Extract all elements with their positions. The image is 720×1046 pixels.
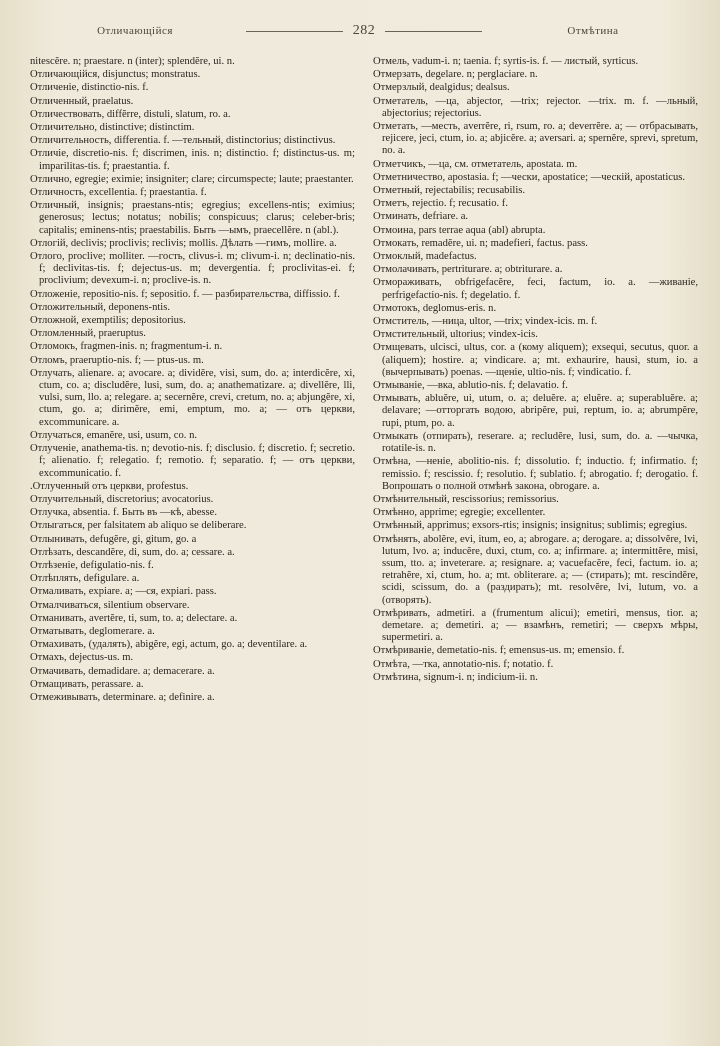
dictionary-entry: Отличность, excellentia. f; praestantia. f. [30,187,207,199]
dictionary-entry: Отмѣнный, apprimus; exsors-rtis; insignis; insignitus; sublimis; egregius. [373,520,688,532]
dictionary-entry: Отмахивать, (удалять), abigĕre, egi, actum, go. a; deventilare. a. [30,639,308,651]
dictionary-entry: Отмоина, pars terrae aqua (abl) abrupta. [373,224,546,236]
dictionary-entry: Отмоклый, madefactus. [373,251,477,263]
dictionary-entry: Отмѣривать, admetiri. a (frumentum alicui); emetiri, mensus, tior. a; demetare. a; demetiri. a; — взамѣнъ, remetiri; — сверхъ мѣры, supermetiri. a. [373,607,698,644]
dictionary-entry: Отмачивать, demadidare. a; demacerare. a. [30,665,215,677]
dictionary-entry: Отличеніе, distinctio-nis. f. [30,82,149,94]
right-column [373,56,698,1016]
dictionary-entry: Отмыкать (отпирать), reserare. a; recludĕre, lusi, sum, do. a. —чычка, rotatile-is. n. [373,430,698,455]
dictionary-entry: Отлѣплять, defigulare. a. [30,573,140,585]
dictionary-entry: .Отлученный отъ церкви, profestus. [30,480,189,492]
dictionary-entry: Отломленный, praeruptus. [30,328,146,340]
dictionary-entry: Отложеніе, repositio-nis. f; sepositio. f. — разбирательства, diffissio. f. [30,288,340,300]
dictionary-entry: Отличный, insignis; praestans-ntis; egregius; excellens-ntis; eximius; generosus; lectus; notatus; nobilis; conspicuus; clarus; celeber-bris; capitalis; eminens-ntis; praestabilis. Быть —ымъ, praecellĕre. n (abl.). [30,200,355,236]
dictionary-entry: Отмокать, remadĕre, ui. n; madefieri, factus. pass. [373,237,588,249]
dictionary-entry: nitescĕre. n; praestare. n (inter); splendĕre, ui. n. [30,56,235,67]
header-right-guide-word: Отмѣтина [567,25,619,37]
dictionary-entry: Отмалчиваться, silentium observare. [30,599,190,611]
page-header [30,22,698,40]
dictionary-entry: Отмывать, abluĕre, ui, utum, o. a; deluĕre. a; eluĕre. a; superabluĕre. a; delavare; —отторгать водою, abripĕre, pui, reptum, io. a; abrumpĕre, rupi, ptum, po. a. [373,393,698,429]
dictionary-entry: Отметчикъ, —ца, см. отметатель, apostata. m. [373,158,578,170]
dictionary-entry: Отмащивать, perassare. a. [30,678,144,690]
dictionary-entry: Отматывать, deglomerare. a. [30,625,155,637]
dictionary-entry: Отмщевать, ulcisci, ultus, cor. a (кому aliquem); exsequi, secutus, quor. a (aliquem); hostire. a; vindicare. a; mt. exhaurire, hausi, stum, io. a (вычерпывать) poenas. —щеніе, ultio-nis. f; vindicatio. f. [373,342,698,378]
dictionary-entry: Отметатель, —ца, abjector, —trix; rejector. —trix. m. f. —льный, abjectorius; rejectorius. [373,95,698,119]
dictionary-entry: Отмаливать, expiare. a; —ся, expiari. pass. [30,586,217,598]
dictionary-entry: Отлѣзать, descandĕre, di, sum, do. a; cessare. a. [30,546,235,558]
dictionary-entry: Отлученіе, anathema-tis. n; devotio-nis. f; disclusio. f; discretio. f; secretio. f; alienatio. f; relegatio. f; remotio. f; separatio. f; — отъ церкви, excommunicatio. f. [30,443,355,479]
dictionary-entry: Отмахъ, dejectus-us. m. [30,652,134,664]
dictionary-entry: Отлучительный, discretorius; avocatorius. [30,493,214,505]
header-left-guide-word: Отличающійся [97,25,173,37]
header-rule-right [385,31,482,32]
dictionary-entry: Отметный, rejectabilis; recusabilis. [373,185,526,197]
dictionary-entry: Отметничество, apostasia. f; —чески, apostatice; —ческій, apostaticus. [373,171,686,183]
dictionary-entry: Отличительно, distinctive; distinctim. [30,122,195,134]
dictionary-entry: Отличіе, discretio-nis. f; discrimen, inis. n; distinctio. f; distinctus-us. m; imparilitas-tis. f; praestantia. f. [30,148,355,172]
dictionary-entry: Отмываніе, —вка, ablutio-nis. f; delavatio. f. [373,380,568,392]
dictionary-entry: Отмѣна, —неніе, abolitio-nis. f; dissolutio. f; inductio. f; infirmatio. f; remissio. f; rescissio. f; resolutio. f; sublatio. f; abrogatio. f; derogatio. f. Вопрошать о полной отмѣнѣ закона, obrogare. a. [373,456,698,492]
dictionary-entry: Отличенный, praelatus. [30,95,134,107]
dictionary-entry: Отломокъ, fragmen-inis. n; fragmentum-i. n. [30,341,223,353]
dictionary-entry: Отлучка, absentia. f. Быть въ —кѣ, abesse. [30,507,218,519]
dictionary-entry: Отмѣта, —тка, annotatio-nis. f; notatio. f. [373,658,554,670]
dictionary-entry: Отличающійся, disjunctus; monstratus. [30,69,201,81]
dictionary-entry: Отличествовать, diffĕrre, distuli, slatum, ro. a. [30,108,231,120]
dictionary-entry: Отлѣзеніе, defigulatio-nis. f. [30,559,154,571]
dictionary-entry: Отмораживать, obfrigefacĕre, feci, factum, io. a. —живаніе, perfrigefactio-nis. f; degelatio. f. [373,277,698,301]
dictionary-entry: Отмель, vadum-i. n; taenia. f; syrtis-is. f. — листый, syrticus. [373,56,639,67]
page-number: 282 [352,23,376,38]
dictionary-entry: Отличительность, differentia. f. —тельный, distinctorius; distinctivus. [30,135,336,147]
dictionary-entry: Отмотокъ, deglomus-eris. n. [373,302,497,314]
header-rule-left [246,31,343,32]
dictionary-entry: Отмерзать, degelare. n; perglaciare. n. [373,69,538,81]
dictionary-entry: Отлыгаться, per falsitatem ab aliquo se deliberare. [30,520,247,532]
dictionary-entry: Отлынивать, defugĕre, gi, gitum, go. a [30,533,197,545]
dictionary-entry: Отложной, exemptilis; depositorius. [30,315,186,327]
left-column [30,56,355,1016]
dictionary-entry: Отмѣнно, apprime; egregie; excellenter. [373,507,546,519]
dictionary-entry: Отломъ, praeruptio-nis. f; — ptus-us. m. [30,354,204,366]
dictionary-entry: Отлого, proclive; molliter. —гость, clivus-i. m; clivum-i. n; declinatio-nis. f; declivitas-tis. f; dejectus-us. m; devergentia. f; proclivitas-ei. f; proclivium; devexum-i. n; proclive-is. n. [30,251,355,287]
dictionary-entry: Отмолачивать, pertriturare. a; obtriturare. a. [373,264,563,276]
dictionary-entry: Отманивать, avertĕre, ti, sum, to. a; delectare. a. [30,612,238,624]
dictionary-entry: Отметать, —месть, averrĕre, ri, rsum, ro. a; deverrĕre. a; — отбрасывать, rejicere, jeci, ctum, io. a; abjicĕre. a; aversari. a; spernĕre, sprevi, spretum, no. a. [373,121,698,157]
dictionary-entry: Отмѣтина, signum-i. n; indicium-ii. n. [373,671,538,683]
dictionary-entry: Отметъ, rejectio. f; recusatio. f. [373,198,508,210]
dictionary-entry: Отмстительный, ultorius; vindex-icis. [373,329,538,341]
dictionary-entry: Отмеживывать, determinare. a; definire. a. [30,691,215,703]
dictionary-entry: Отложительный, deponens-ntis. [30,301,171,313]
dictionary-entry: Отлучать, alienare. a; avocare. a; dividĕre, visi, sum, do. a; interdicĕre, xi, ctum, co. a; discludĕre, lusi, sum, do. a; anathematizare. a; divellĕre, lli, vulsi, sum, llo. a; relegare. a; secernĕre, crevi, cretum, no. a; abjungĕre, xi, ctum, go. a; dirimĕre, emi, emptum, mo. a; — отъ церкви, excommunicare. a. [30,367,355,428]
dictionary-entry: Отмѣнительный, rescissorius; remissorius. [373,493,559,505]
dictionary-entry: Отмститель, —ница, ultor, —trix; vindex-icis. m. f. [373,316,598,328]
dictionary-entry: Отлично, egregie; eximie; insigniter; clare; circumspecte; laute; praestanter. [30,173,354,185]
dictionary-entry: Отмѣнять, abolĕre, evi, itum, eo, a; abrogare. a; derogare. a; dissolvĕre, lvi, lutum, lvo. a; inducĕre, duxi, ctum, co. a; infirmare. a; intermittĕre, misi, ssum, tto. a; inveterare. a; resignare. a; vacuefacĕre, feci, factum. io. a; retrahĕre, xi, ctum, ho. a; mt. obliterare. a; — (стирать); mt. rescindĕre, scidi, scissum, do. a (раздирать); mt. resolvĕre, lvi, lutum, vo. a (отворять). [373,533,698,606]
dictionary-entry: Отмѣриваніе, demetatio-nis. f; emensus-us. m; emensio. f. [373,645,625,657]
columns [30,56,698,1016]
dictionary-entry: Отминать, defriare. a. [373,211,469,223]
dictionary-entry: Отмерзлый, dealgidus; dealsus. [373,82,510,94]
dictionary-entry: Отлогій, declivis; proclivis; reclivis; mollis. Дѣлать —гимъ, mollire. a. [30,237,337,249]
dictionary-entry: Отлучаться, emanĕre, usi, usum, co. n. [30,429,198,441]
